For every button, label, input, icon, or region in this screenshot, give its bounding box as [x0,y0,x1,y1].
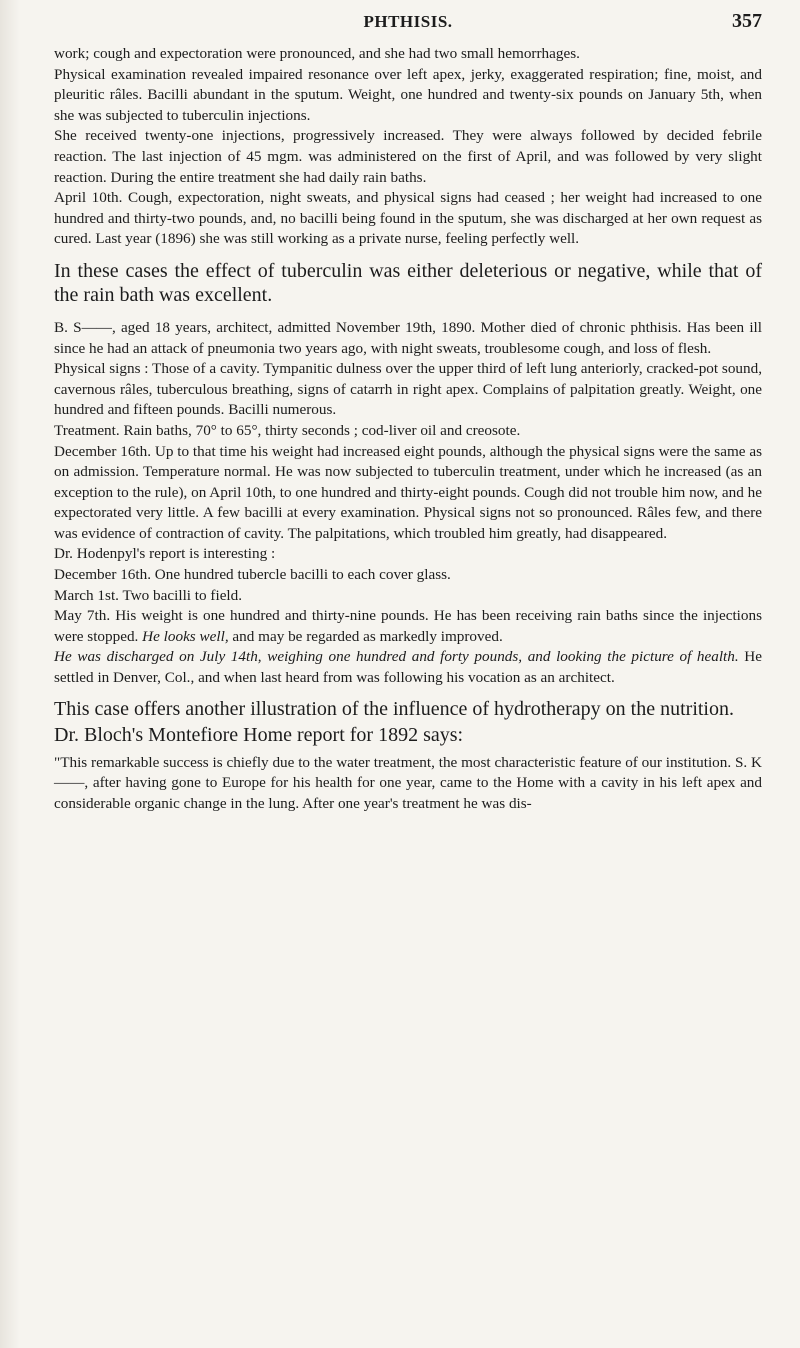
paragraph: work; cough and expectoration were pronounced, and she had two small hemorrhages. [54,45,580,62]
running-title: PHTHISIS. [363,12,453,31]
paragraph: Dr. Hodenpyl's report is interesting : [54,545,276,563]
italic-text: He was discharged on July 14th, weighing one hundred and forty pounds, and looking the picture of health. [54,648,739,666]
paragraph: B. S——, aged 18 years, architect, admitted November 19th, 1890. Mother died of chronic phthisis. Has been ill since he had an attack of pneumonia two years ago, with night sweats, troublesome cough, and loss of flesh. [54,318,762,357]
paragraph: Physical signs : Those of a cavity. Tympanitic dulness over the upper third of left lung anteriorly, cracked-pot sound, cavernous râles, tuberculous breathing, signs of catarrh in right apex. Complains of palpitation greatly. Weight, one hundred and fifteen pounds. Bacilli numerous. [54,360,762,419]
paragraph: "This remarkable success is chiefly due to the water treatment, the most characteristic feature of our institution. S. K——, after having gone to Europe for his health for one year, came to the Home with a cavity in his left apex and considerable organic change in the lung. After one year's treatment he was dis- [54,753,762,812]
page-number: 357 [732,10,762,32]
paragraph: April 10th. Cough, expectoration, night sweats, and physical signs had ceased ; her weight had increased to one hundred and thirty-two pounds, and, no bacilli being found in the sputum, she was discharged at her own request as cured. Last year (1896) she was still working as a private nurse, feeling perfectly well. [54,189,762,248]
paragraph-text: May 7th. His weight is one hundred and thirty-nine pounds. He has been receiving rain baths since the injections were stopped. [54,607,762,645]
page-gutter-shadow [0,0,20,1348]
paragraph: December 16th. Up to that time his weight had increased eight pounds, although the physical signs were the same as on admission. Temperature normal. He was now subjected to tuberculin treatment, under which he increased (as an exception to the rule), on April 10th, to one hundred and thirty-eight pounds. Cough did not trouble him now, and he expectorated very little. A few bacilli at every examination. Physical signs not so pronounced. Râles few, and there was evidence of contraction of cavity. The palpitations, which troubled him greatly, had disappeared. [54,442,762,542]
paragraph: Treatment. Rain baths, 70° to 65°, thirty seconds ; cod-liver oil and creosote. [54,421,521,439]
emphasis-paragraph: This case offers another illustration of the influence of hydrotherapy on the nutrition. [54,697,734,720]
paragraph-text: He settled in Denver, Col., and when last heard from was following his vocation as an architect. [54,648,763,687]
paragraph: Physical examination revealed impaired resonance over left apex, jerky, exaggerated respiration; fine, moist, and pleuritic râles. Bacilli abundant in the sputum. Weight, one hundred and twenty-six pounds on January 5th, when she was subjected to tuberculin injections. [54,65,762,124]
italic-text: He looks well, [142,627,229,645]
paragraph-text: and may be regarded as markedly improved. [232,627,503,645]
page-header [54,0,762,40]
body-text [54,44,762,814]
paragraph: March 1st. Two bacilli to field. [54,586,243,604]
paragraph: December 16th. One hundred tubercle bacilli to each cover glass. [54,566,451,584]
paragraph: She received twenty-one injections, progressively increased. They were always followed by decided febrile reaction. The last injection of 45 mgm. was administered on the first of April, and was followed by very slight reaction. During the entire treatment she had daily rain baths. [54,127,762,186]
emphasis-paragraph: Dr. Bloch's Montefiore Home report for 1892 says: [54,723,464,746]
paragraph [54,647,762,688]
emphasis-paragraph: In these cases the effect of tuberculin was either deleterious or negative, while that of the rain bath was excellent. [54,259,762,306]
paragraph [54,606,762,647]
